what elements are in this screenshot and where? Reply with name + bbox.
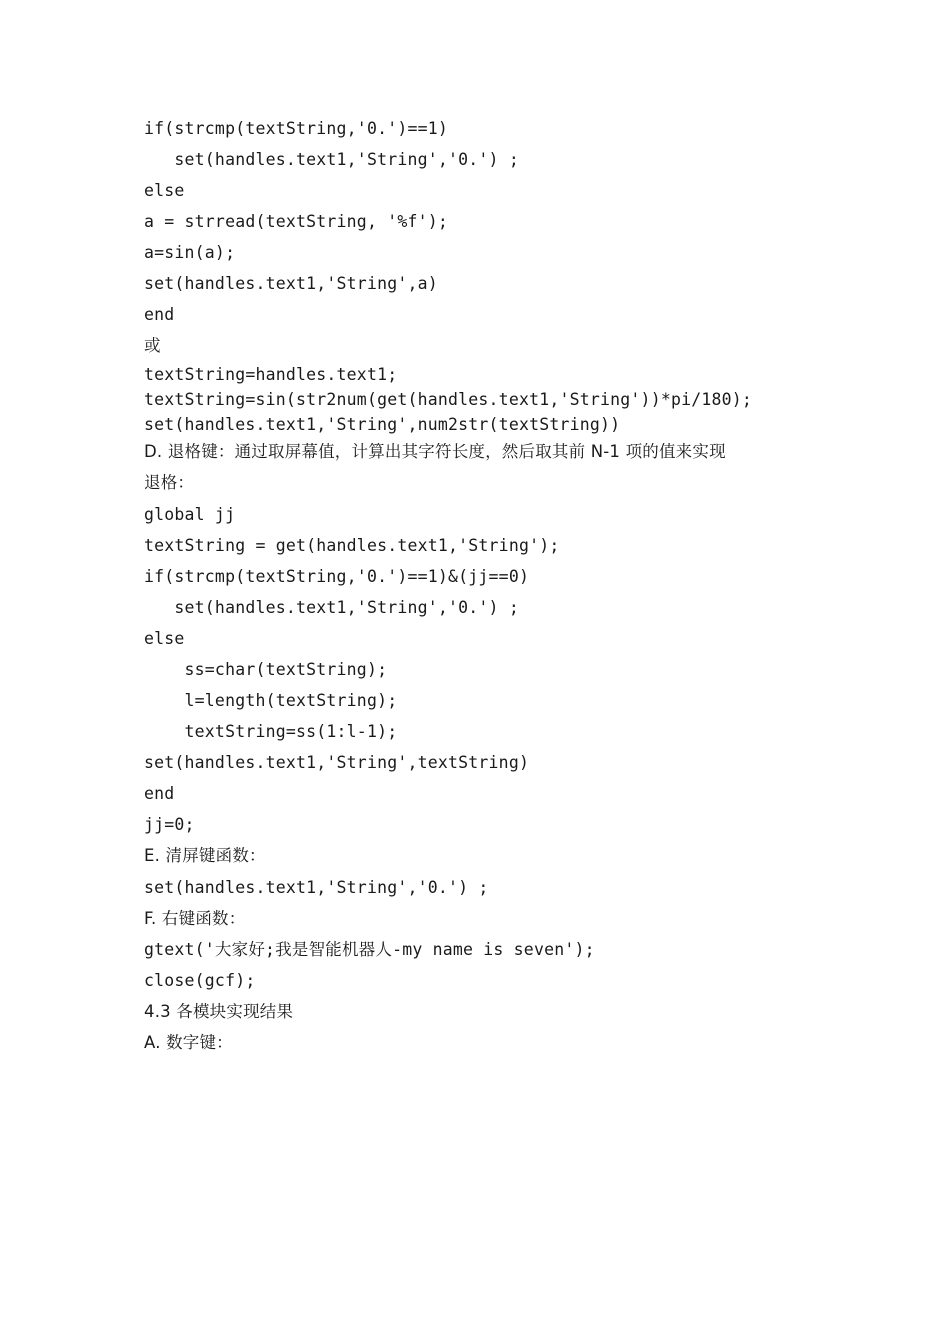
code-line: end — [144, 305, 175, 324]
code-line: if(strcmp(textString,'0.')==1) — [144, 119, 449, 138]
code-line: else — [144, 629, 185, 648]
section-heading: 4.3 各模块实现结果 — [144, 1002, 294, 1021]
code-line: set(handles.text1,'String',a) — [144, 274, 438, 293]
code-line: else — [144, 181, 185, 200]
code-line: set(handles.text1,'String','0.') ; — [144, 598, 519, 617]
text-line: A. 数字键： — [144, 1033, 233, 1052]
code-line: l=length(textString); — [144, 691, 398, 710]
code-line: a=sin(a); — [144, 243, 236, 262]
text-line: 或 — [144, 336, 161, 355]
code-line: end — [144, 784, 175, 803]
text-line: E. 清屏键函数： — [144, 846, 266, 865]
code-line: set(handles.text1,'String',num2str(textString)) — [144, 415, 621, 434]
code-line: close(gcf); — [144, 971, 256, 990]
text-line: D. 退格键：通过取屏幕值，计算出其字符长度，然后取其前 N-1 项的值来实现 — [144, 442, 726, 461]
code-line: if(strcmp(textString,'0.')==1)&(jj==0) — [144, 567, 530, 586]
code-line: set(handles.text1,'String','0.') ; — [144, 150, 519, 169]
code-line: global jj — [144, 505, 236, 524]
code-line: ss=char(textString); — [144, 660, 388, 679]
code-line: textString=ss(1:l-1); — [144, 722, 398, 741]
code-line: a = strread(textString, '%f'); — [144, 212, 449, 231]
code-line: jj=0; — [144, 815, 195, 834]
text-line: F. 右键函数： — [144, 909, 246, 928]
code-line: gtext('大家好;我是智能机器人-my name is seven'); — [144, 940, 595, 959]
code-line: textString = get(handles.text1,'String'); — [144, 536, 560, 555]
code-line: textString=handles.text1; — [144, 365, 398, 384]
code-line: set(handles.text1,'String','0.') ; — [144, 878, 489, 897]
text-line: 退格： — [144, 473, 195, 492]
code-line: set(handles.text1,'String',textString) — [144, 753, 530, 772]
code-line: textString=sin(str2num(get(handles.text1,'String'))*pi/180); — [144, 390, 753, 409]
